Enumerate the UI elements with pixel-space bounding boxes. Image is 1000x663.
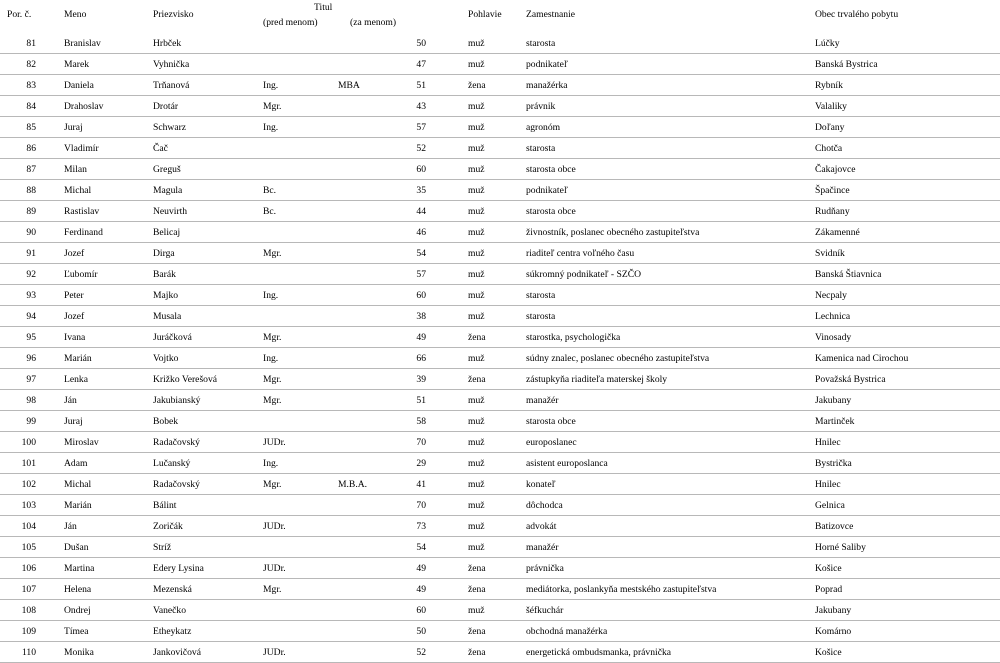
table-row	[0, 138, 1000, 159]
last-name-cell: Radačovský	[153, 479, 200, 490]
occupation-cell: starosta	[526, 38, 556, 49]
first-name-cell: Daniela	[64, 80, 94, 91]
last-name-cell: Barák	[153, 269, 176, 280]
occupation-cell: zástupkyňa riaditeľa materskej školy	[526, 374, 668, 385]
residence-cell: Košice	[815, 647, 842, 658]
age-cell: 38	[416, 311, 426, 322]
gender-cell: muž	[468, 521, 485, 532]
occupation-cell: obchodná manažérka	[526, 626, 608, 637]
age-cell: 54	[416, 542, 426, 553]
gender-cell: muž	[468, 101, 485, 112]
last-name-cell: Magula	[153, 185, 183, 196]
occupation-cell: dôchodca	[526, 500, 563, 511]
last-name-cell: Stríž	[153, 542, 172, 553]
occupation-cell: energetická ombudsmanka, právnička	[526, 647, 672, 658]
last-name-cell: Trňanová	[153, 80, 190, 91]
gender-cell: muž	[468, 290, 485, 301]
row-number-cell: 95	[26, 332, 36, 343]
age-cell: 51	[416, 395, 426, 406]
last-name-cell: Bálint	[153, 500, 177, 511]
first-name-cell: Lenka	[64, 374, 88, 385]
title-before-cell: Mgr.	[263, 479, 282, 490]
row-number-cell: 110	[21, 647, 36, 658]
last-name-cell: Radačovský	[153, 437, 200, 448]
last-name-cell: Hrbček	[153, 38, 182, 49]
gender-cell: muž	[468, 458, 485, 469]
first-name-cell: Ján	[64, 395, 77, 406]
last-name-cell: Mezenská	[153, 584, 192, 595]
title-after-cell: MBA	[338, 80, 360, 91]
residence-cell: Horné Saliby	[815, 542, 866, 553]
first-name-cell: Branislav	[64, 38, 101, 49]
header-za-menom: (za menom)	[350, 17, 397, 28]
gender-cell: muž	[468, 437, 485, 448]
occupation-cell: mediátorka, poslankyňa mestského zastupiteľstva	[526, 584, 717, 595]
residence-cell: Zákamenné	[815, 227, 860, 238]
table-row	[0, 369, 1000, 390]
table-row	[0, 243, 1000, 264]
row-number-cell: 104	[21, 521, 36, 532]
table-row	[0, 201, 1000, 222]
occupation-cell: súkromný podnikateľ - SZČO	[526, 269, 642, 280]
row-number-cell: 84	[26, 101, 36, 112]
residence-cell: Necpaly	[815, 290, 847, 301]
last-name-cell: Lučanský	[153, 458, 191, 469]
occupation-cell: manažérka	[526, 80, 568, 91]
table-row	[0, 642, 1000, 663]
gender-cell: muž	[468, 248, 485, 259]
occupation-cell: podnikateľ	[526, 59, 568, 70]
table-row	[0, 600, 1000, 621]
last-name-cell: Drotár	[153, 101, 179, 112]
gender-cell: žena	[468, 647, 486, 658]
gender-cell: žena	[468, 626, 486, 637]
residence-cell: Banská Štiavnica	[815, 269, 882, 280]
occupation-cell: podnikateľ	[526, 185, 568, 196]
gender-cell: muž	[468, 479, 485, 490]
first-name-cell: Michal	[64, 479, 92, 490]
first-name-cell: Ľubomír	[64, 269, 98, 280]
row-number-cell: 94	[26, 311, 36, 322]
gender-cell: muž	[468, 542, 485, 553]
title-before-cell: Mgr.	[263, 395, 282, 406]
gender-cell: muž	[468, 206, 485, 217]
last-name-cell: Majko	[153, 290, 179, 301]
gender-cell: muž	[468, 353, 485, 364]
table-row	[0, 579, 1000, 600]
gender-cell: žena	[468, 80, 486, 91]
title-before-cell: Ing.	[263, 80, 279, 91]
residence-cell: Jakubany	[815, 395, 852, 406]
title-before-cell: Ing.	[263, 290, 279, 301]
title-before-cell: Ing.	[263, 458, 279, 469]
table-row	[0, 558, 1000, 579]
row-number-cell: 83	[26, 80, 36, 91]
row-number-cell: 90	[26, 227, 36, 238]
table-row	[0, 411, 1000, 432]
residence-cell: Banská Bystrica	[815, 59, 878, 70]
row-number-cell: 107	[21, 584, 36, 595]
row-number-cell: 97	[26, 374, 36, 385]
table-row	[0, 75, 1000, 96]
residence-cell: Vinosady	[815, 332, 852, 343]
gender-cell: muž	[468, 269, 485, 280]
first-name-cell: Michal	[64, 185, 92, 196]
header-zamestnanie: Zamestnanie	[526, 9, 576, 20]
residence-cell: Lechnica	[815, 311, 851, 322]
residence-cell: Bystrička	[815, 458, 852, 469]
header-pred-menom: (pred menom)	[263, 17, 318, 28]
last-name-cell: Musala	[153, 311, 182, 322]
age-cell: 47	[416, 59, 426, 70]
residence-cell: Svidník	[815, 248, 845, 259]
table-row	[0, 222, 1000, 243]
occupation-cell: starosta	[526, 311, 556, 322]
first-name-cell: Jozef	[64, 248, 85, 259]
first-name-cell: Marek	[64, 59, 90, 70]
header-meno: Meno	[64, 9, 87, 20]
first-name-cell: Marián	[64, 500, 92, 511]
row-number-cell: 103	[21, 500, 36, 511]
age-cell: 52	[416, 647, 426, 658]
table-row	[0, 117, 1000, 138]
row-number-cell: 93	[26, 290, 36, 301]
first-name-cell: Ferdinand	[64, 227, 103, 238]
last-name-cell: Vanečko	[153, 605, 187, 616]
occupation-cell: starostka, psychologička	[526, 332, 621, 343]
header-obec: Obec trvalého pobytu	[815, 9, 899, 20]
first-name-cell: Milan	[64, 164, 87, 175]
occupation-cell: súdny znalec, poslanec obecného zastupiteľstva	[526, 353, 710, 364]
age-cell: 46	[416, 227, 426, 238]
residence-cell: Rudňany	[815, 206, 850, 217]
table-row	[0, 180, 1000, 201]
last-name-cell: Zoričák	[153, 521, 183, 532]
age-cell: 54	[416, 248, 426, 259]
table-row	[0, 474, 1000, 495]
row-number-cell: 88	[26, 185, 36, 196]
row-number-cell: 100	[21, 437, 36, 448]
table-row	[0, 621, 1000, 642]
age-cell: 57	[416, 122, 426, 133]
residence-cell: Považská Bystrica	[815, 374, 886, 385]
gender-cell: muž	[468, 311, 485, 322]
title-before-cell: Bc.	[263, 185, 277, 196]
row-number-cell: 108	[21, 605, 36, 616]
header-titul: Titul	[314, 2, 333, 13]
occupation-cell: šéfkuchár	[526, 605, 564, 616]
first-name-cell: Dušan	[64, 542, 89, 553]
row-number-cell: 89	[26, 206, 36, 217]
table-row	[0, 327, 1000, 348]
table-row	[0, 516, 1000, 537]
header-priezvisko: Priezvisko	[153, 9, 194, 20]
first-name-cell: Ondrej	[64, 605, 91, 616]
occupation-cell: agronóm	[526, 122, 561, 133]
row-number-cell: 85	[26, 122, 36, 133]
row-number-cell: 81	[26, 38, 36, 49]
table-row	[0, 54, 1000, 75]
header-por: Por. č.	[7, 9, 32, 20]
age-cell: 70	[416, 500, 426, 511]
occupation-cell: starosta obce	[526, 416, 576, 427]
last-name-cell: Križko Verešová	[153, 374, 218, 385]
table-row	[0, 33, 1000, 54]
first-name-cell: Ján	[64, 521, 77, 532]
title-before-cell: Mgr.	[263, 584, 282, 595]
occupation-cell: manažér	[526, 395, 559, 406]
first-name-cell: Tímea	[64, 626, 89, 637]
age-cell: 49	[416, 332, 426, 343]
residence-cell: Martinček	[815, 416, 855, 427]
row-number-cell: 82	[26, 59, 36, 70]
row-number-cell: 109	[21, 626, 36, 637]
row-number-cell: 99	[26, 416, 36, 427]
residence-cell: Košice	[815, 563, 842, 574]
first-name-cell: Jozef	[64, 311, 85, 322]
table-row	[0, 390, 1000, 411]
occupation-cell: právnička	[526, 563, 564, 574]
age-cell: 57	[416, 269, 426, 280]
last-name-cell: Greguš	[153, 164, 181, 175]
last-name-cell: Edery Lysina	[153, 563, 204, 574]
residence-cell: Doľany	[815, 122, 845, 133]
row-number-cell: 91	[26, 248, 36, 259]
occupation-cell: starosta	[526, 290, 556, 301]
row-number-cell: 105	[21, 542, 36, 553]
last-name-cell: Čač	[153, 143, 168, 154]
age-cell: 73	[416, 521, 426, 532]
residence-cell: Batizovce	[815, 521, 854, 532]
table-row	[0, 453, 1000, 474]
last-name-cell: Vojtko	[153, 353, 179, 364]
gender-cell: muž	[468, 59, 485, 70]
title-before-cell: JUDr.	[263, 521, 286, 532]
last-name-cell: Belicaj	[153, 227, 181, 238]
residence-cell: Čakajovce	[815, 164, 856, 175]
first-name-cell: Helena	[64, 584, 92, 595]
table-row	[0, 432, 1000, 453]
residence-cell: Komárno	[815, 626, 852, 637]
table-row	[0, 96, 1000, 117]
residence-cell: Hnilec	[815, 479, 841, 490]
occupation-cell: manažér	[526, 542, 559, 553]
title-before-cell: JUDr.	[263, 563, 286, 574]
gender-cell: muž	[468, 500, 485, 511]
title-before-cell: Bc.	[263, 206, 277, 217]
gender-cell: muž	[468, 164, 485, 175]
title-before-cell: Mgr.	[263, 374, 282, 385]
residence-cell: Gelnica	[815, 500, 845, 511]
residence-cell: Poprad	[815, 584, 843, 595]
gender-cell: muž	[468, 143, 485, 154]
table-row	[0, 495, 1000, 516]
first-name-cell: Miroslav	[64, 437, 99, 448]
occupation-cell: konateľ	[526, 479, 556, 490]
last-name-cell: Schwarz	[153, 122, 187, 133]
title-before-cell: JUDr.	[263, 437, 286, 448]
table-row	[0, 306, 1000, 327]
age-cell: 50	[416, 38, 426, 49]
occupation-cell: riaditeľ centra voľného času	[526, 248, 635, 259]
occupation-cell: živnostník, poslanec obecného zastupiteľstva	[526, 227, 700, 238]
residence-cell: Hnilec	[815, 437, 841, 448]
occupation-cell: europoslanec	[526, 437, 577, 448]
table-row	[0, 264, 1000, 285]
age-cell: 49	[416, 584, 426, 595]
table-row	[0, 285, 1000, 306]
last-name-cell: Etheykatz	[153, 626, 192, 637]
occupation-cell: starosta	[526, 143, 556, 154]
first-name-cell: Juraj	[64, 416, 83, 427]
title-before-cell: Mgr.	[263, 101, 282, 112]
last-name-cell: Dirga	[153, 248, 175, 259]
first-name-cell: Juraj	[64, 122, 83, 133]
first-name-cell: Ivana	[64, 332, 86, 343]
title-before-cell: JUDr.	[263, 647, 286, 658]
title-before-cell: Ing.	[263, 353, 279, 364]
occupation-cell: asistent europoslanca	[526, 458, 608, 469]
row-number-cell: 98	[26, 395, 36, 406]
age-cell: 50	[416, 626, 426, 637]
residence-cell: Špačince	[815, 185, 850, 196]
age-cell: 60	[416, 290, 426, 301]
last-name-cell: Jankovičová	[153, 647, 201, 658]
last-name-cell: Jakubianský	[153, 395, 201, 406]
age-cell: 60	[416, 164, 426, 175]
row-number-cell: 101	[21, 458, 36, 469]
first-name-cell: Martina	[64, 563, 95, 574]
age-cell: 58	[416, 416, 426, 427]
residence-cell: Valaliky	[815, 101, 847, 112]
row-number-cell: 96	[26, 353, 36, 364]
title-before-cell: Mgr.	[263, 332, 282, 343]
title-before-cell: Mgr.	[263, 248, 282, 259]
residence-cell: Jakubany	[815, 605, 852, 616]
first-name-cell: Adam	[64, 458, 88, 469]
gender-cell: žena	[468, 374, 486, 385]
age-cell: 60	[416, 605, 426, 616]
occupation-cell: právnik	[526, 101, 556, 112]
gender-cell: muž	[468, 185, 485, 196]
last-name-cell: Bobek	[153, 416, 179, 427]
gender-cell: muž	[468, 122, 485, 133]
table-row	[0, 159, 1000, 180]
age-cell: 35	[416, 185, 426, 196]
first-name-cell: Rastislav	[64, 206, 100, 217]
age-cell: 43	[416, 101, 426, 112]
age-cell: 51	[416, 80, 426, 91]
gender-cell: žena	[468, 584, 486, 595]
last-name-cell: Juráčková	[153, 332, 192, 343]
first-name-cell: Marián	[64, 353, 92, 364]
age-cell: 41	[416, 479, 426, 490]
residence-cell: Lúčky	[815, 38, 840, 49]
age-cell: 66	[416, 353, 426, 364]
gender-cell: žena	[468, 563, 486, 574]
row-number-cell: 86	[26, 143, 36, 154]
residence-cell: Chotča	[815, 143, 843, 154]
age-cell: 39	[416, 374, 426, 385]
age-cell: 70	[416, 437, 426, 448]
gender-cell: muž	[468, 38, 485, 49]
age-cell: 44	[416, 206, 426, 217]
title-before-cell: Ing.	[263, 122, 279, 133]
age-cell: 49	[416, 563, 426, 574]
first-name-cell: Monika	[64, 647, 94, 658]
gender-cell: muž	[468, 605, 485, 616]
table-row	[0, 348, 1000, 369]
gender-cell: muž	[468, 227, 485, 238]
header-pohlavie: Pohlavie	[468, 9, 502, 20]
occupation-cell: starosta obce	[526, 164, 576, 175]
row-number-cell: 106	[21, 563, 36, 574]
title-after-cell: M.B.A.	[338, 479, 368, 490]
first-name-cell: Drahoslav	[64, 101, 104, 112]
last-name-cell: Vyhnička	[153, 59, 190, 70]
age-cell: 29	[416, 458, 426, 469]
residence-cell: Kamenica nad Cirochou	[815, 353, 909, 364]
last-name-cell: Neuvirth	[153, 206, 188, 217]
row-number-cell: 87	[26, 164, 36, 175]
gender-cell: muž	[468, 395, 485, 406]
first-name-cell: Vladimír	[64, 143, 99, 154]
table-row	[0, 537, 1000, 558]
row-number-cell: 92	[26, 269, 36, 280]
residence-cell: Rybník	[815, 80, 843, 91]
occupation-cell: advokát	[526, 521, 557, 532]
row-number-cell: 102	[21, 479, 36, 490]
gender-cell: žena	[468, 332, 486, 343]
age-cell: 52	[416, 143, 426, 154]
first-name-cell: Peter	[64, 290, 84, 301]
gender-cell: muž	[468, 416, 485, 427]
occupation-cell: starosta obce	[526, 206, 576, 217]
